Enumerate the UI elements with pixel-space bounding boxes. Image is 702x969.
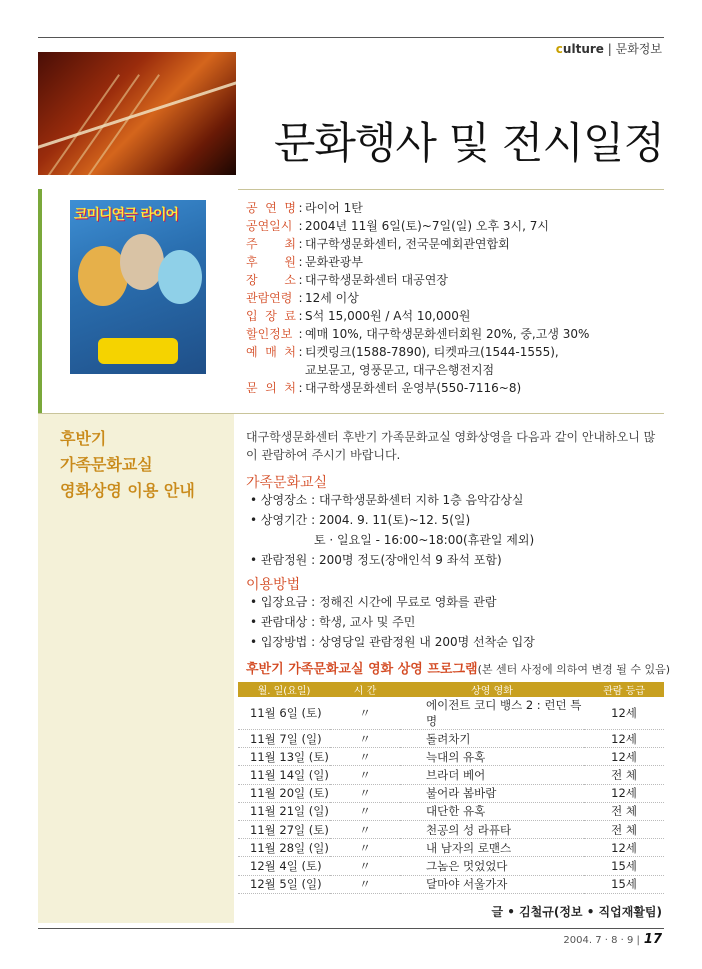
play-poster	[70, 200, 206, 374]
table-header-row	[238, 682, 664, 697]
section-name: 문화정보	[615, 42, 662, 56]
table-row	[238, 784, 664, 802]
poster-taxi	[98, 338, 178, 364]
intro-paragraph: 대구학생문화센터 후반기 가족문화교실 영화상영을 다음과 같이 안내하오니 많이 관람하여 주시기 바랍니다.	[246, 430, 656, 462]
info-value: 12세 이상	[305, 291, 359, 305]
title-rule	[238, 189, 664, 190]
info-label: 할인정보	[246, 327, 293, 341]
cell-movie: 브라더 베어	[400, 766, 584, 784]
cell-movie: 천공의 성 라퓨타	[400, 820, 584, 838]
info-row: 할인정보 : 예매 10%, 대구학생문화센터회원 20%, 중,고생 30%	[246, 327, 590, 341]
info-label: 주 최	[246, 237, 296, 251]
info-label: 공연일시	[246, 219, 293, 233]
info-row: 공연일시 : 2004년 11월 6일(토)~7일(일) 오후 3시, 7시	[246, 219, 549, 233]
cell-rating: 15세	[584, 857, 664, 875]
list-item: • 입장요금 : 정해진 시간에 무료로 영화를 관람	[250, 592, 535, 612]
table-row	[238, 766, 664, 784]
cell-date: 11월 14일 (일)	[238, 766, 330, 784]
side-title-line: 후반기	[60, 429, 107, 448]
violin-bow	[38, 70, 236, 153]
info-value: 예매 10%, 대구학생문화센터회원 20%, 중,고생 30%	[305, 327, 590, 341]
cell-date: 12월 4일 (토)	[238, 857, 330, 875]
section-heading-family-class: 가족문화교실	[246, 475, 328, 491]
info-label: 문 의 처	[246, 381, 296, 395]
info-value: 교보문고, 영풍문고, 대구은행전지점	[305, 363, 495, 377]
cell-time: 〃	[330, 766, 400, 784]
cell-movie: 그놈은 멋었었다	[400, 857, 584, 875]
poster-face	[158, 250, 202, 304]
cell-time: 〃	[330, 784, 400, 802]
cell-time: 〃	[330, 820, 400, 838]
poster-title: 코미디연극 라이어	[74, 207, 179, 223]
column-header: 관람 등급	[584, 682, 664, 697]
cell-time: 〃	[330, 748, 400, 766]
cell-movie: 에이전트 코디 뱅스 2 : 런던 특명	[400, 697, 584, 730]
bottom-rule	[38, 928, 664, 929]
info-value: 대구학생문화센터 운영부(550-7116~8)	[305, 381, 522, 395]
cell-date: 11월 21일 (일)	[238, 802, 330, 820]
info-row: 장 소 : 대구학생문화센터 대공연장	[246, 273, 448, 287]
column-header: 시 간	[330, 682, 400, 697]
info-label: 후 원	[246, 255, 296, 269]
info-value: 대구학생문화센터 대공연장	[305, 273, 448, 287]
accent-bar	[38, 189, 42, 414]
cell-date: 12월 5일 (일)	[238, 875, 330, 893]
cell-rating: 12세	[584, 839, 664, 857]
schedule-table	[238, 682, 664, 894]
cell-rating: 12세	[584, 697, 664, 730]
info-value: 문화관광부	[305, 255, 363, 269]
cell-date: 11월 7일 (일)	[238, 730, 330, 748]
info-value: 티켓링크(1588-7890), 티켓파크(1544-1555),	[305, 345, 559, 359]
cell-movie: 돌려차기	[400, 730, 584, 748]
info-row: 주 최 : 대구학생문화센터, 전국문예회관연합회	[246, 237, 510, 251]
cell-time: 〃	[330, 875, 400, 893]
violin-string	[78, 74, 160, 175]
info-value: S석 15,000원 / A석 10,000원	[305, 309, 471, 323]
page-title: 문화행사 및 전시일정	[273, 119, 664, 169]
table-row	[238, 839, 664, 857]
cell-date: 11월 6일 (토)	[238, 697, 330, 730]
info-row: 문 의 처 : 대구학생문화센터 운영부(550-7116~8)	[246, 381, 522, 395]
page-number: 17	[643, 932, 662, 947]
program-title: 후반기 가족문화교실 영화 상영 프로그램	[246, 662, 478, 677]
cell-rating: 전 체	[584, 820, 664, 838]
issue-date: 2004. 7 · 8 · 9 |	[563, 935, 640, 946]
section-heading-usage: 이용방법	[246, 577, 301, 593]
cell-date: 11월 27일 (토)	[238, 820, 330, 838]
info-value: 라이어 1탄	[305, 201, 363, 215]
list-item: • 관람정원 : 200명 정도(장애인석 9 좌석 포함)	[250, 550, 534, 570]
cell-rating: 전 체	[584, 766, 664, 784]
info-value: 대구학생문화센터, 전국문예회관연합회	[305, 237, 510, 251]
info-label: 입 장 료	[246, 309, 296, 323]
section-divider: |	[607, 42, 612, 56]
cell-movie: 달마야 서울가자	[400, 875, 584, 893]
table-row	[238, 857, 664, 875]
cell-rating: 전 체	[584, 802, 664, 820]
list-item: • 관람대상 : 학생, 교사 및 주민	[250, 612, 535, 632]
info-label: 관람연령	[246, 291, 293, 305]
info-row: 후 원 : 문화관광부	[246, 255, 363, 269]
cell-time: 〃	[330, 730, 400, 748]
byline: 글 • 김철규(정보 • 직업재활팀)	[491, 905, 662, 919]
top-rule	[38, 37, 664, 38]
info-row: 입 장 료 : S석 15,000원 / A석 10,000원	[246, 309, 471, 323]
usage-list	[250, 592, 535, 652]
list-item: • 상영기간 : 2004. 9. 11(토)~12. 5(일)	[250, 510, 534, 530]
cell-date: 11월 13일 (토)	[238, 748, 330, 766]
info-continuation	[246, 361, 589, 379]
section-tag	[556, 40, 662, 57]
info-row: 공 연 명 : 라이어 1탄	[246, 201, 363, 215]
cell-rating: 12세	[584, 784, 664, 802]
cell-movie: 대단한 유혹	[400, 802, 584, 820]
info-row: 관람연령 : 12세 이상	[246, 291, 359, 305]
side-title-line: 가족문화교실	[60, 455, 153, 474]
event-info	[246, 199, 589, 397]
list-item: • 상영장소 : 대구학생문화센터 지하 1층 음악감상실	[250, 490, 534, 510]
table-row	[238, 802, 664, 820]
program-heading	[246, 658, 670, 677]
info-label: 예 매 처	[246, 345, 296, 359]
violin-photo	[38, 52, 236, 175]
cell-date: 11월 20일 (토)	[238, 784, 330, 802]
side-title	[60, 426, 195, 504]
list-item-continuation: 토 · 일요일 - 16:00~18:00(휴관일 제외)	[314, 533, 535, 547]
culture-c: c	[555, 42, 563, 56]
cell-time: 〃	[330, 802, 400, 820]
table-row	[238, 820, 664, 838]
cell-date: 11월 28일 (일)	[238, 839, 330, 857]
cell-time: 〃	[330, 839, 400, 857]
cell-rating: 12세	[584, 748, 664, 766]
table-row	[238, 697, 664, 730]
side-title-line: 영화상영 이용 안내	[60, 481, 195, 500]
column-header: 월. 일(요일)	[238, 682, 330, 697]
info-label: 공 연 명	[246, 201, 296, 215]
cell-rating: 15세	[584, 875, 664, 893]
cell-time: 〃	[330, 697, 400, 730]
table-row	[238, 875, 664, 893]
cell-time: 〃	[330, 857, 400, 875]
culture-rest: ulture	[562, 42, 604, 56]
cell-movie: 불어라 봄바람	[400, 784, 584, 802]
info-label: 장 소	[246, 273, 296, 287]
info-value: 2004년 11월 6일(토)~7일(일) 오후 3시, 7시	[305, 219, 549, 233]
column-header: 상영 영화	[400, 682, 584, 697]
info-row: 예 매 처 : 티켓링크(1588-7890), 티켓파크(1544-1555),	[246, 345, 559, 359]
table-row	[238, 748, 664, 766]
table-row	[238, 730, 664, 748]
family-class-list	[250, 490, 534, 570]
program-note: (본 센터 사정에 의하여 변경 될 수 있음)	[477, 663, 671, 676]
cell-rating: 12세	[584, 730, 664, 748]
list-item: • 입장방법 : 상영당일 관람정원 내 200명 선착순 입장	[250, 632, 535, 652]
cell-movie: 늑대의 유혹	[400, 748, 584, 766]
folio	[563, 932, 662, 947]
cell-movie: 내 남자의 로맨스	[400, 839, 584, 857]
